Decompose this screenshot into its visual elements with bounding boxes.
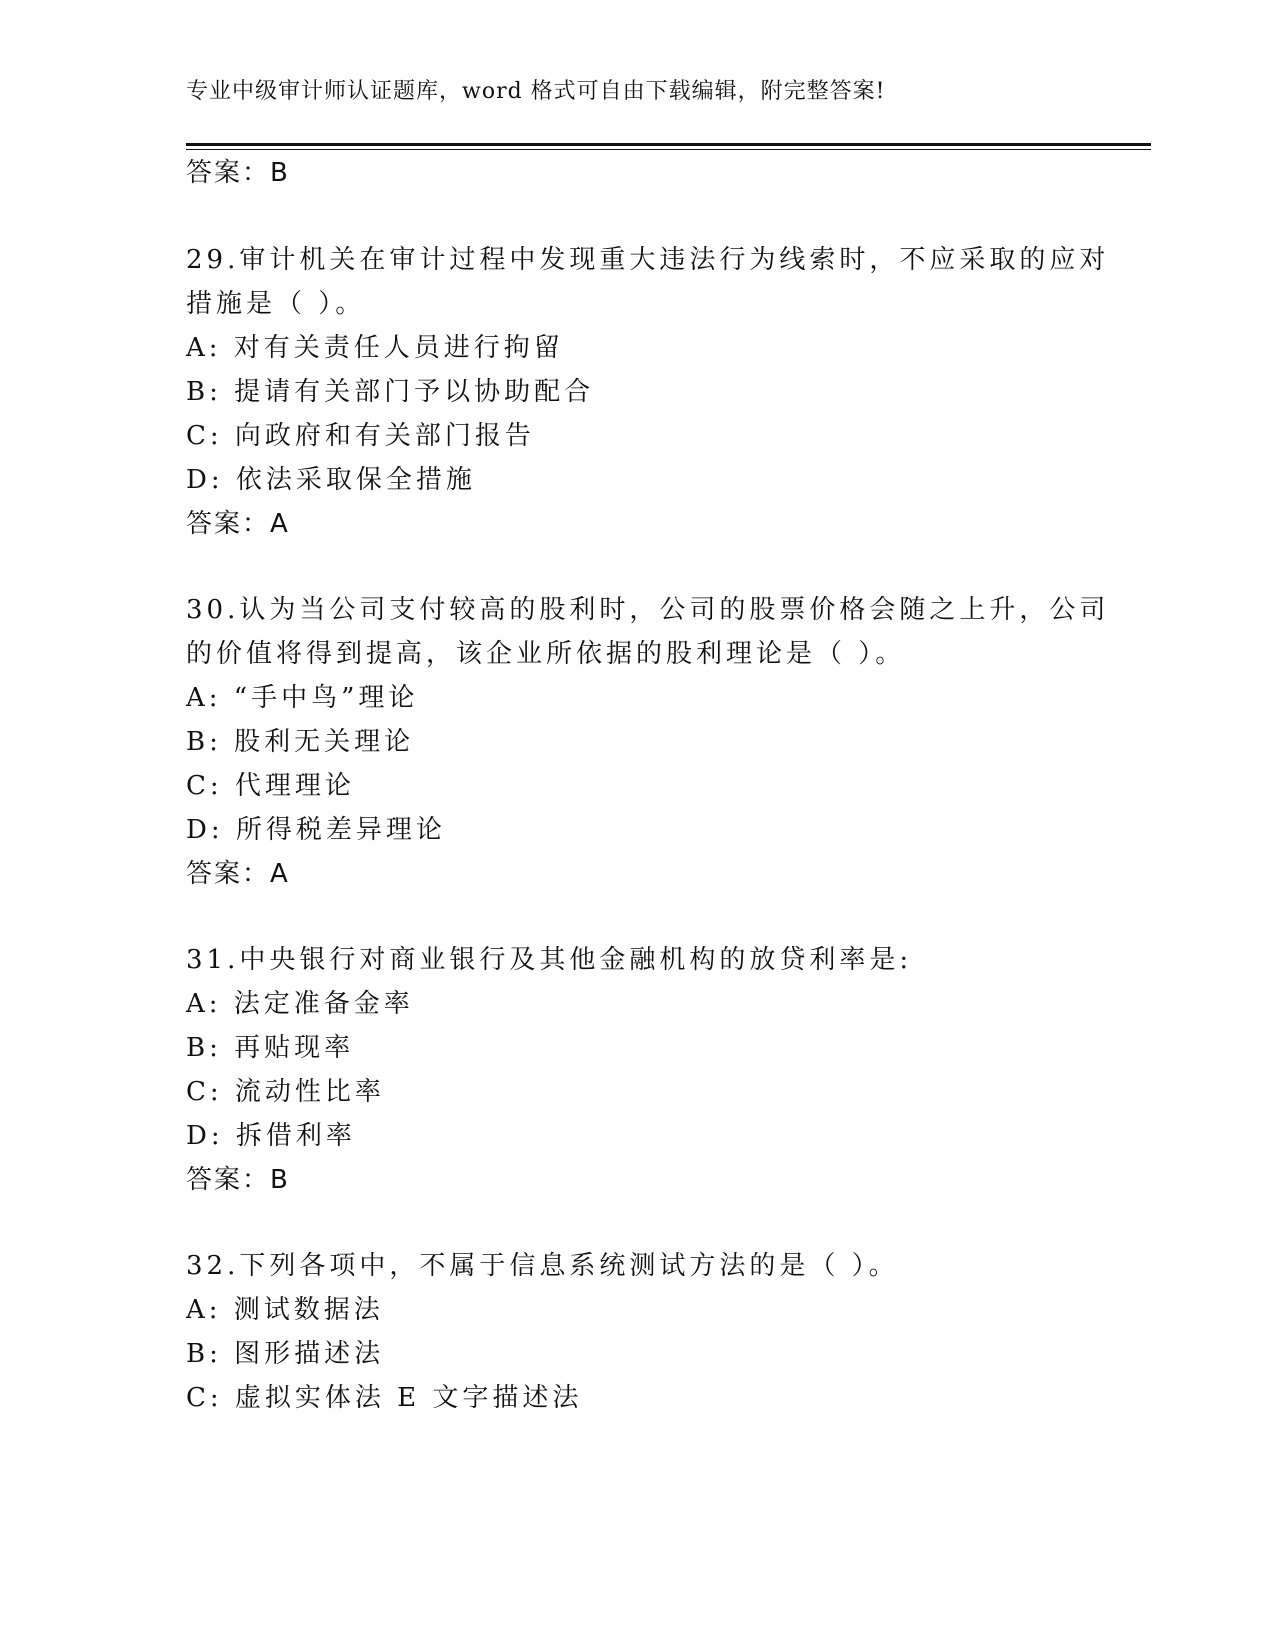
question-30-option-d: D: 所得税差异理论 [186, 815, 446, 845]
question-32-option-c: C: 虚拟实体法 E 文字描述法 [186, 1383, 583, 1413]
question-29-option-b: B: 提请有关部门予以协助配合 [186, 377, 595, 407]
page-header: 专业中级审计师认证题库，word 格式可自由下载编辑，附完整答案! [186, 79, 886, 104]
answer-q31: 答案：B [186, 1165, 290, 1195]
question-31-option-d: D: 拆借利率 [186, 1121, 356, 1151]
question-29-stem-line-2: 措施是（ ）。 [186, 289, 366, 319]
question-31-option-b: B: 再贴现率 [186, 1033, 355, 1063]
question-29-stem-line-1: 29.审计机关在审计过程中发现重大违法行为线索时，不应采取的应对 [186, 245, 1110, 275]
header-rule-thick [186, 143, 1151, 146]
answer-q30: 答案：A [186, 859, 290, 889]
question-30-option-a: A: “手中鸟”理论 [186, 683, 419, 713]
question-31-option-c: C: 流动性比率 [186, 1077, 385, 1107]
answer-q29: 答案：A [186, 509, 290, 539]
question-30-option-c: C: 代理理论 [186, 771, 355, 801]
question-30-option-b: B: 股利无关理论 [186, 727, 415, 757]
question-30-stem-line-2: 的价值将得到提高，该企业所依据的股利理论是（ ）。 [186, 639, 906, 669]
question-32-option-b: B: 图形描述法 [186, 1339, 385, 1369]
question-29-option-d: D: 依法采取保全措施 [186, 465, 476, 495]
question-31-stem-line-1: 31.中央银行对商业银行及其他金融机构的放贷利率是: [186, 945, 913, 975]
question-32-stem-line-1: 32.下列各项中，不属于信息系统测试方法的是（ ）。 [186, 1251, 899, 1281]
question-32-option-a: A: 测试数据法 [186, 1295, 384, 1325]
question-30-stem-line-1: 30.认为当公司支付较高的股利时，公司的股票价格会随之上升，公司 [186, 595, 1110, 625]
answer-q28: 答案：B [186, 158, 290, 188]
question-31-option-a: A: 法定准备金率 [186, 989, 414, 1019]
question-29-option-c: C: 向政府和有关部门报告 [186, 421, 535, 451]
question-29-option-a: A: 对有关责任人员进行拘留 [186, 333, 564, 363]
header-rule-thin [186, 149, 1151, 150]
